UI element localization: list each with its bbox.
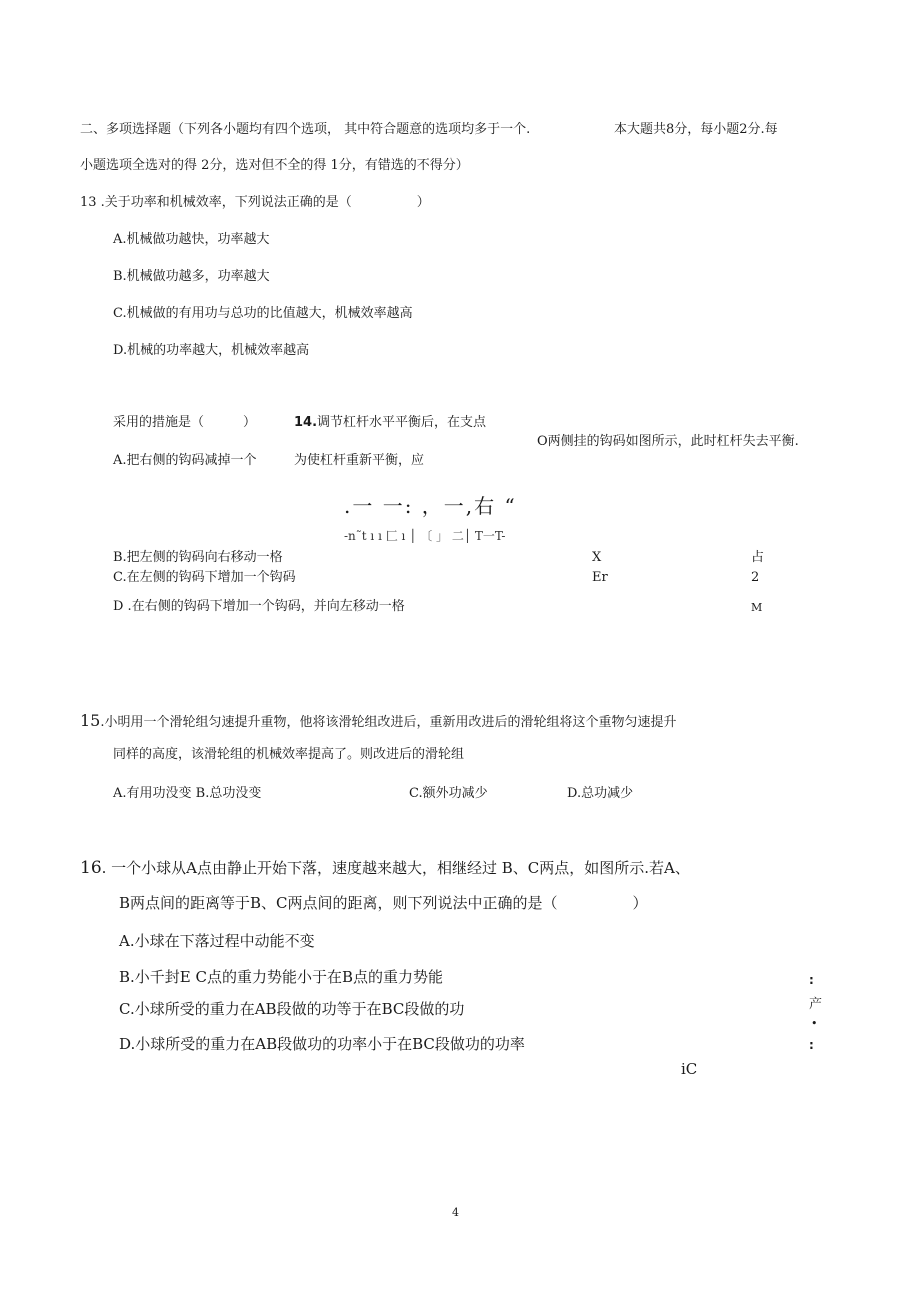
q14-figure-label-x: X <box>592 550 602 565</box>
q16-line1 <box>80 858 690 878</box>
ball-figure-mark-b: 产 <box>809 997 823 1012</box>
q13-option-c: C.机械做的有用功与总功的比值越大，机械效率越高 <box>113 306 413 321</box>
q14-stem-part2: O两侧挂的钩码如图所示，此时杠杆失去平衡. <box>537 434 799 449</box>
q15-option-c: C.额外功减少 <box>409 786 488 801</box>
q14-figure-label-two: 2 <box>751 570 760 585</box>
q15-option-d: D.总功减少 <box>567 786 634 801</box>
q14-stem-part3: 为使杠杆重新平衡，应 <box>294 453 425 468</box>
lever-figure-top: .一 一: ，一,右 “ <box>344 494 517 518</box>
q14-option-c: C.在左侧的钩码下增加一个钩码 <box>113 570 296 585</box>
q16-line2: B两点间的距离等于B、C两点间的距离，则下列说法中正确的是（ ） <box>119 894 648 912</box>
q15-line1-text: .小明用一个滑轮组匀速提升重物，他将该滑轮组改进后，重新用改进后的滑轮组将这个重物匀速提升 <box>100 715 677 730</box>
q16-number: 16 <box>80 858 102 878</box>
ball-figure-mark-a: : <box>809 973 814 987</box>
page-number: 4 <box>452 1206 459 1219</box>
q15-line2: 同样的高度，该滑轮组的机械效率提高了。则改进后的滑轮组 <box>113 747 465 762</box>
q14-figure-label-dian: 占 <box>751 550 765 565</box>
q16-option-a: A.小球在下落过程中动能不变 <box>119 932 315 950</box>
q14-option-a: A.把右侧的钩码减掉一个 <box>113 453 257 468</box>
q13-stem: 13 .关于功率和机械效率，下列说法正确的是（ ） <box>80 195 430 210</box>
q14-stem <box>294 415 486 431</box>
q15-option-ab: A.有用功没变 B.总功没变 <box>113 786 262 801</box>
ball-figure-label-ic: iC <box>681 1060 698 1078</box>
ball-figure-mark-dot: • <box>811 1017 818 1030</box>
section-header-line1-right: 本大题共8分，每小题2分.每 <box>614 122 778 137</box>
q13-option-a: A.机械做功越快，功率越大 <box>113 232 270 247</box>
q14-number: 14. <box>294 415 318 430</box>
section-header-line1: 二、多项选择题（下列各小题均有四个选项， 其中符合题意的选项均多于一个. <box>80 122 531 137</box>
lever-figure-bottom: -n˜t ı ı 匚 ı │ 〔 」 二│ T一T- <box>344 529 506 543</box>
q16-option-d: D.小球所受的重力在AB段做功的功率小于在BC段做功的功率 <box>119 1035 525 1053</box>
q13-option-d: D.机械的功率越大，机械效率越高 <box>113 343 310 358</box>
q15-line1 <box>80 711 677 731</box>
q14-measure-label: 采用的措施是（ ） <box>113 415 257 430</box>
q14-figure-label-er: Er <box>592 570 608 585</box>
q16-line1-text: . 一个小球从A点由静止开始下落，速度越来越大，相继经过 B、C两点，如图所示.若A、 <box>101 859 690 877</box>
q13-option-b: B.机械做功越多，功率越大 <box>113 269 270 284</box>
q14-option-d: D .在右侧的钩码下增加一个钩码，并向左移动一格 <box>113 599 405 614</box>
q14-stem-part1: 调节杠杆水平平衡后，在支点 <box>317 415 487 430</box>
ball-figure-mark-c: : <box>809 1038 814 1052</box>
q14-figure-label-m: M <box>751 601 763 614</box>
q14-option-b: B.把左侧的钩码向右移动一格 <box>113 550 283 565</box>
q16-option-c: C.小球所受的重力在AB段做的功等于在BC段做的功 <box>119 1000 465 1018</box>
q16-option-b: B.小千封E C点的重力势能小于在B点的重力势能 <box>119 968 444 986</box>
q15-number: 15 <box>80 711 101 730</box>
section-header-line2: 小题选项全选对的得 2分，选对但不全的得 1分，有错选的不得分） <box>80 158 469 173</box>
